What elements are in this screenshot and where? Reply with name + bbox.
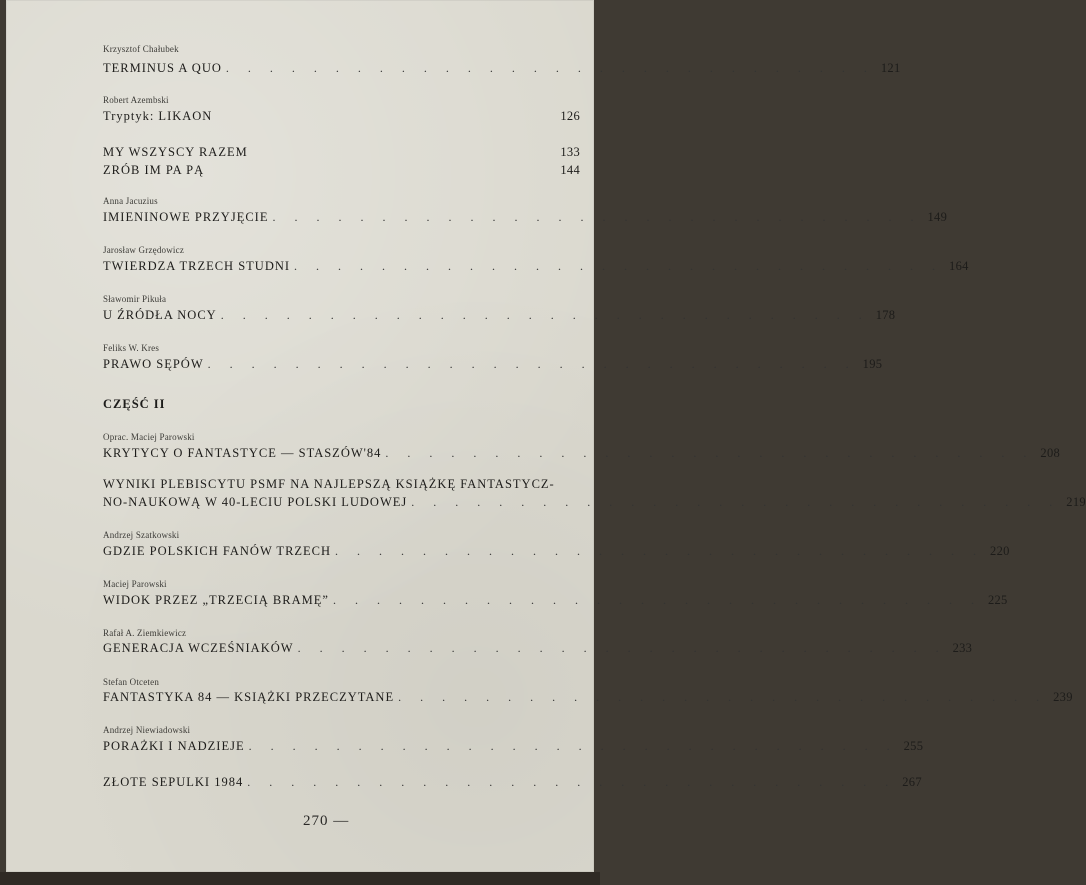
entry-title: ZŁOTE SEPULKI 1984 xyxy=(103,775,244,789)
toc-entry xyxy=(103,109,580,125)
entry-title: IMIENINOWE PRZYJĘCIE xyxy=(103,210,269,224)
entry-title: FANTASTYKA 84 — KSIĄŻKI PRZECZYTANE xyxy=(103,690,395,704)
leader-dots: . . . . . . . . . . . . . . . . . . . . . . . . . . . . . . xyxy=(398,690,1048,704)
page-number: 121 xyxy=(880,61,901,75)
author-name: Sławomir Pikuła xyxy=(103,294,167,304)
page-number: 178 xyxy=(875,308,896,322)
author-name: Feliks W. Kres xyxy=(103,343,160,353)
toc-entry xyxy=(103,641,973,657)
author-name: Rafał A. Ziemkiewicz xyxy=(103,628,187,638)
leader-dots: . . . . . . . . . . . . . . . . . . . . . . . . . . . . . . xyxy=(247,775,897,789)
toc-entry xyxy=(103,544,1010,560)
page-number: 126 xyxy=(560,109,580,123)
author-name: Krzysztof Chałubek xyxy=(103,44,179,54)
book-page xyxy=(6,0,1086,872)
entry-title: PRAWO SĘPÓW xyxy=(103,357,204,371)
author-name: Maciej Parowski xyxy=(103,579,167,589)
entry-title: WIDOK PRZEZ „TRZECIĄ BRAMĘ” xyxy=(103,593,329,607)
toc-entry xyxy=(103,163,580,179)
toc-entry xyxy=(103,690,1073,706)
leader-dots: . . . . . . . . . . . . . . . . . . . . . . . . . . . . . . xyxy=(335,544,985,558)
page-number: 195 xyxy=(862,357,883,371)
page-number: 220 xyxy=(990,544,1010,558)
leader-dots: . . . . . . . . . . . . . . . . . . . . . . . . . . . . . . xyxy=(225,61,875,75)
author-name: Stefan Otceten xyxy=(103,677,160,687)
toc-entry xyxy=(103,61,901,77)
leader-dots: . . . . . . . . . . . . . . . . . . . . . . . . . . . . . . xyxy=(207,357,857,371)
toc-entry xyxy=(103,308,896,324)
entry-title: ZRÓB IM PA PĄ xyxy=(103,163,205,177)
page-number: 233 xyxy=(952,641,973,655)
author-name: Jarosław Grzędowicz xyxy=(103,245,185,255)
entry-title-line: WYNIKI PLEBISCYTU PSMF NA NAJLEPSZĄ KSIĄŻKĘ FANTASTYCZ- xyxy=(103,477,555,491)
page-number: 144 xyxy=(560,163,580,177)
entry-title: GENERACJA WCZEŚNIAKÓW xyxy=(103,641,294,655)
toc-entry xyxy=(103,495,1086,511)
leader-dots: . . . . . . . . . . . . . . . . . . . . . . . . . . . . . . xyxy=(272,210,922,224)
page-number: 239 xyxy=(1053,690,1073,704)
toc-entry xyxy=(103,593,1008,609)
toc-entry xyxy=(103,739,924,755)
page-folio: 270 — xyxy=(303,813,350,829)
part-heading: CZĘŚĆ II xyxy=(103,397,166,411)
leader-dots: . . . . . . . . . . . . . . . . . . . . . . . . . . . . . . xyxy=(294,259,944,273)
entry-title: KRYTYCY O FANTASTYCE — STASZÓW'84 xyxy=(103,446,382,460)
page-number: 208 xyxy=(1040,446,1061,460)
leader-dots: . . . . . . . . . . . . . . . . . . . . . . . . . . . . . . xyxy=(411,495,1061,509)
entry-title: PORAŻKI I NADZIEJE xyxy=(103,739,245,753)
entry-title: U ŹRÓDŁA NOCY xyxy=(103,308,217,322)
page-number: 267 xyxy=(902,775,922,789)
author-name: Robert Azembski xyxy=(103,95,169,105)
author-name: Andrzej Niewiadowski xyxy=(103,725,191,735)
entry-title: TWIERDZA TRZECH STUDNI xyxy=(103,259,291,273)
page-number: 219 xyxy=(1066,495,1086,509)
toc-entry xyxy=(103,775,922,791)
toc-entry xyxy=(103,145,580,161)
author-name: Anna Jacuzius xyxy=(103,196,158,206)
page-number: 133 xyxy=(560,145,580,159)
entry-title: GDZIE POLSKICH FANÓW TRZECH xyxy=(103,544,332,558)
leader-dots: . . . . . . . . . . . . . . . . . . . . . . . . . . . . . . xyxy=(220,308,870,322)
page-number: 225 xyxy=(987,593,1008,607)
entry-title: Tryptyk: LIKAON xyxy=(103,109,213,123)
toc-entry xyxy=(103,259,969,275)
leader-dots: . . . . . . . . . . . . . . . . . . . . . . . . . . . . . . xyxy=(385,446,1035,460)
entry-title: MY WSZYSCY RAZEM xyxy=(103,145,248,159)
author-name: Andrzej Szatkowski xyxy=(103,530,180,540)
leader-dots: . . . . . . . . . . . . . . . . . . . . . . . . . . . . . . xyxy=(332,593,982,607)
entry-title: TERMINUS A QUO xyxy=(103,61,222,75)
page-number: 149 xyxy=(927,210,948,224)
leader-dots: . . . . . . . . . . . . . . . . . . . . . . . . . . . . . . xyxy=(297,641,947,655)
author-name: Oprac. Maciej Parowski xyxy=(103,432,195,442)
toc-entry xyxy=(103,357,883,373)
page-number: 164 xyxy=(949,259,969,273)
page-number: 255 xyxy=(903,739,924,753)
toc-entry xyxy=(103,446,1061,462)
entry-title: NO-NAUKOWĄ W 40-LECIU POLSKI LUDOWEJ xyxy=(103,495,408,509)
toc-entry xyxy=(103,210,948,226)
leader-dots: . . . . . . . . . . . . . . . . . . . . . . . . . . . . . . xyxy=(248,739,898,753)
background-surface xyxy=(0,872,600,885)
